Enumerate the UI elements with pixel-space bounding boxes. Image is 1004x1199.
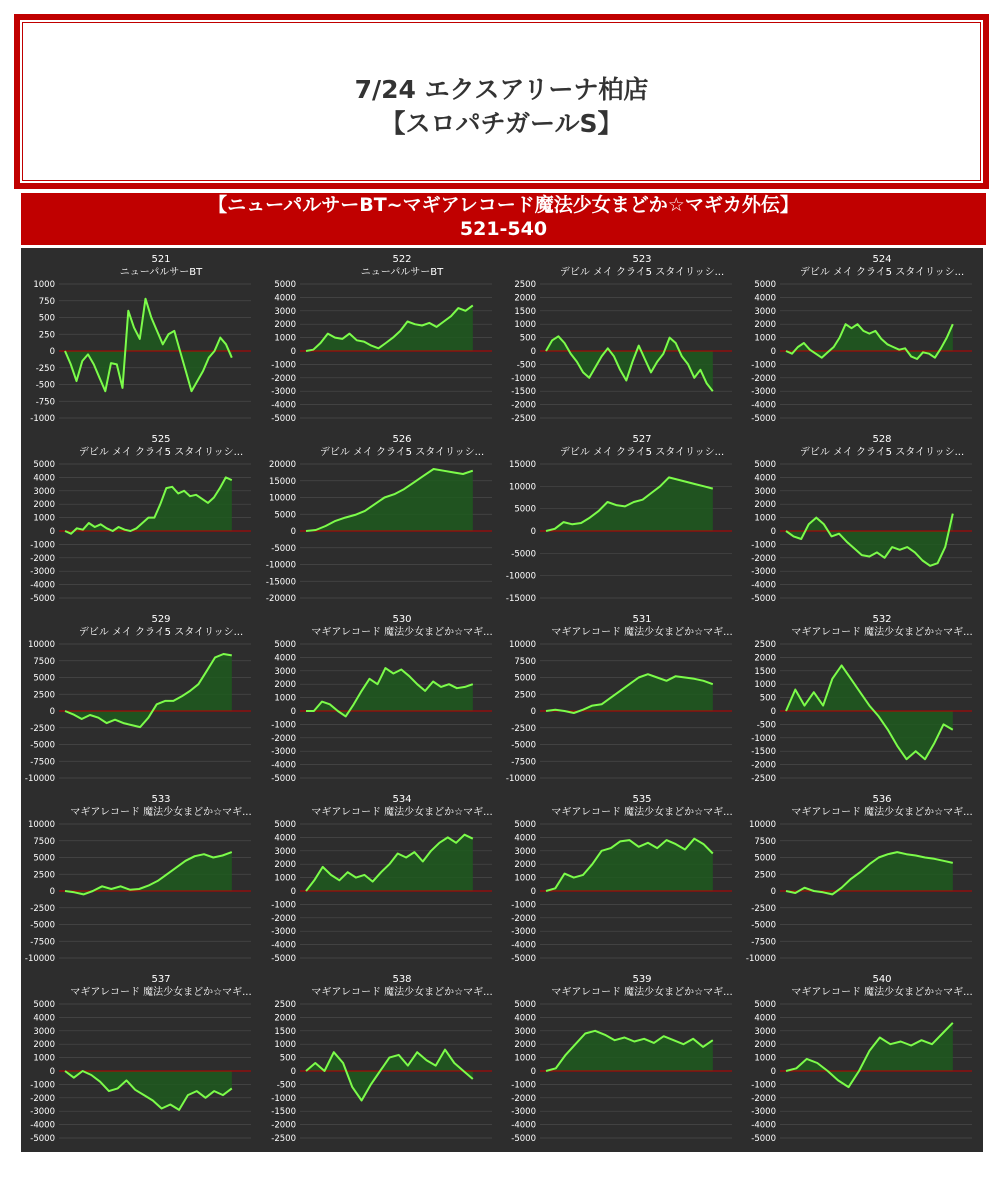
chart-subtitle: デビル メイ クライ5 スタイリッシ... — [559, 267, 725, 278]
chart-id-label: 524 — [872, 254, 892, 265]
y-tick-label: 4000 — [33, 1013, 55, 1024]
chart-534 — [271, 794, 492, 964]
y-tick-label: 20000 — [268, 460, 296, 470]
y-tick-label: -5000 — [271, 414, 296, 424]
y-tick-label: 0 — [530, 887, 536, 897]
y-tick-label: 0 — [530, 707, 536, 717]
y-tick-label: 7500 — [514, 656, 536, 667]
chart-523 — [511, 254, 732, 424]
area-fill — [65, 1071, 232, 1110]
y-tick-label: -500 — [516, 360, 536, 371]
chart-subtitle: デビル メイ クライ5 スタイリッシ... — [78, 447, 244, 458]
y-tick-label: 0 — [770, 707, 776, 717]
y-tick-label: 1000 — [33, 513, 55, 524]
y-tick-label: -2500 — [511, 723, 536, 734]
y-tick-label: -2000 — [271, 913, 296, 924]
y-tick-label: -4000 — [751, 400, 776, 411]
y-tick-label: 1000 — [514, 320, 536, 331]
y-tick-label: 2000 — [514, 860, 536, 871]
y-tick-label: -3000 — [751, 1107, 776, 1118]
y-tick-label: 4000 — [754, 293, 776, 304]
y-tick-label: -20000 — [265, 594, 296, 604]
y-tick-label: 2000 — [514, 1040, 536, 1051]
y-tick-label: -500 — [276, 1080, 296, 1091]
chart-539 — [511, 974, 732, 1144]
chart-524 — [751, 254, 972, 424]
y-tick-label: -7500 — [751, 937, 776, 948]
y-tick-label: -1000 — [751, 1080, 776, 1091]
y-tick-label: -2500 — [511, 414, 536, 424]
y-tick-label: -1000 — [271, 900, 296, 911]
chart-subtitle: デビル メイ クライ5 スタイリッシ... — [799, 447, 965, 458]
y-tick-label: 2000 — [33, 1040, 55, 1051]
y-tick-label: 5000 — [754, 853, 776, 864]
chart-528 — [751, 434, 972, 604]
y-tick-label: -1000 — [30, 540, 55, 551]
y-tick-label: 2000 — [514, 293, 536, 304]
y-tick-label: -250 — [35, 363, 55, 374]
y-tick-label: 4000 — [33, 473, 55, 484]
y-tick-label: 2500 — [514, 280, 536, 290]
chart-subtitle: マギアレコード 魔法少女まどか☆マギ... — [311, 807, 493, 818]
y-tick-label: 5000 — [514, 820, 536, 830]
y-tick-label: 0 — [770, 527, 776, 537]
y-tick-label: 1000 — [33, 280, 55, 290]
area-fill — [306, 668, 473, 716]
y-tick-label: 3000 — [33, 1026, 55, 1037]
y-tick-label: 1000 — [274, 873, 296, 884]
chart-id-label: 537 — [151, 974, 171, 985]
y-tick-label: 0 — [530, 347, 536, 357]
y-tick-label: 10000 — [748, 820, 776, 830]
y-tick-label: 1000 — [514, 1053, 536, 1064]
y-tick-label: 0 — [770, 887, 776, 897]
y-tick-label: -5000 — [511, 740, 536, 751]
y-tick-label: 3000 — [514, 846, 536, 857]
y-tick-label: 7500 — [33, 656, 55, 667]
area-fill — [306, 469, 473, 531]
y-tick-label: 2000 — [33, 500, 55, 511]
y-tick-label: 4000 — [514, 833, 536, 844]
y-tick-label: 5000 — [274, 640, 296, 650]
y-tick-label: 5000 — [274, 280, 296, 290]
y-tick-label: 500 — [38, 313, 55, 324]
chart-id-label: 521 — [151, 254, 171, 265]
y-tick-label: 5000 — [754, 280, 776, 290]
y-tick-label: 0 — [290, 347, 296, 357]
y-tick-label: -2000 — [751, 373, 776, 384]
y-tick-label: -750 — [35, 397, 55, 408]
y-tick-label: -2000 — [511, 913, 536, 924]
y-tick-label: -2000 — [751, 1093, 776, 1104]
y-tick-label: 1000 — [754, 1053, 776, 1064]
y-tick-label: 1500 — [514, 306, 536, 317]
y-tick-label: -2000 — [751, 760, 776, 771]
y-tick-label: -4000 — [271, 760, 296, 771]
banner-range: 521-540 — [459, 218, 548, 240]
y-tick-label: -15000 — [265, 577, 296, 588]
y-tick-label: -3000 — [30, 1107, 55, 1118]
chart-subtitle: デビル メイ クライ5 スタイリッシ... — [78, 627, 244, 638]
y-tick-label: -1500 — [511, 387, 536, 398]
chart-subtitle: ニューパルサーBT — [119, 267, 203, 278]
y-tick-label: 0 — [770, 347, 776, 357]
chart-subtitle: マギアレコード 魔法少女まどか☆マギ... — [551, 987, 733, 998]
y-tick-label: -4000 — [751, 580, 776, 591]
chart-id-label: 535 — [632, 794, 652, 805]
y-tick-label: 4000 — [274, 833, 296, 844]
chart-subtitle: マギアレコード 魔法少女まどか☆マギ... — [551, 807, 733, 818]
y-tick-label: 1000 — [514, 873, 536, 884]
y-tick-label: -1000 — [271, 360, 296, 371]
y-tick-label: -2500 — [751, 903, 776, 914]
y-tick-label: 7500 — [33, 836, 55, 847]
chart-540 — [751, 974, 972, 1144]
area-fill — [65, 477, 232, 533]
chart-522 — [271, 254, 492, 424]
y-tick-label: 3000 — [274, 846, 296, 857]
area-fill — [546, 1031, 713, 1071]
y-tick-label: 1000 — [754, 513, 776, 524]
y-tick-label: -3000 — [271, 387, 296, 398]
y-tick-label: -1000 — [271, 720, 296, 731]
y-tick-label: -5000 — [30, 920, 55, 931]
y-tick-label: -7500 — [30, 937, 55, 948]
chart-id-label: 528 — [872, 434, 892, 445]
chart-527 — [506, 434, 732, 604]
y-tick-label: -2000 — [271, 373, 296, 384]
y-tick-label: 7500 — [754, 836, 776, 847]
y-tick-label: -10000 — [505, 571, 536, 582]
y-tick-label: 3000 — [754, 1026, 776, 1037]
y-tick-label: 0 — [290, 1067, 296, 1077]
y-tick-label: -1000 — [511, 900, 536, 911]
y-tick-label: 0 — [49, 887, 55, 897]
chart-subtitle: デビル メイ クライ5 スタイリッシ... — [799, 267, 965, 278]
chart-subtitle: マギアレコード 魔法少女まどか☆マギ... — [70, 807, 252, 818]
y-tick-label: -5000 — [751, 1134, 776, 1144]
y-tick-label: -10000 — [24, 954, 55, 964]
y-tick-label: -500 — [35, 380, 55, 391]
y-tick-label: 5000 — [33, 673, 55, 684]
y-tick-label: 10000 — [268, 493, 296, 504]
y-tick-label: -1000 — [511, 373, 536, 384]
chart-id-label: 526 — [392, 434, 412, 445]
chart-subtitle: マギアレコード 魔法少女まどか☆マギ... — [551, 627, 733, 638]
y-tick-label: -1500 — [271, 1107, 296, 1118]
y-tick-label: 10000 — [508, 640, 536, 650]
page-subtitle: 【スロパチガールS】 — [380, 109, 623, 138]
y-tick-label: 1500 — [274, 1026, 296, 1037]
chart-subtitle: マギアレコード 魔法少女まどか☆マギ... — [70, 987, 252, 998]
y-tick-label: -1000 — [751, 540, 776, 551]
y-tick-label: 2000 — [754, 320, 776, 331]
chart-id-label: 525 — [151, 434, 171, 445]
y-tick-label: 0 — [49, 527, 55, 537]
y-tick-label: -4000 — [271, 400, 296, 411]
y-tick-label: -3000 — [511, 927, 536, 938]
chart-535 — [511, 794, 732, 964]
chart-id-label: 522 — [392, 254, 412, 265]
chart-536 — [746, 794, 973, 964]
area-fill — [546, 674, 713, 713]
chart-subtitle: マギアレコード 魔法少女まどか☆マギ... — [311, 987, 493, 998]
y-tick-label: 0 — [530, 1067, 536, 1077]
y-tick-label: -2000 — [751, 553, 776, 564]
y-tick-label: -4000 — [271, 940, 296, 951]
y-tick-label: -3000 — [751, 567, 776, 578]
y-tick-label: 0 — [290, 527, 296, 537]
chart-id-label: 536 — [872, 794, 892, 805]
chart-531 — [506, 614, 733, 784]
y-tick-label: -5000 — [751, 920, 776, 931]
y-tick-label: 4000 — [754, 1013, 776, 1024]
y-tick-label: 0 — [49, 347, 55, 357]
banner-machines: 【ニューパルサーBT~マギアレコード魔法少女まどか☆マギカ外伝】 — [208, 194, 799, 216]
chart-subtitle: マギアレコード 魔法少女まどか☆マギ... — [791, 987, 973, 998]
y-tick-label: 5000 — [274, 510, 296, 521]
title-box — [15, 15, 988, 188]
y-tick-label: 5000 — [33, 460, 55, 470]
y-tick-label: 5000 — [33, 1000, 55, 1010]
y-tick-label: -2000 — [511, 1093, 536, 1104]
y-tick-label: 1000 — [274, 1040, 296, 1051]
area-fill — [65, 299, 232, 392]
chart-grid — [21, 248, 983, 1152]
y-tick-label: 4000 — [754, 473, 776, 484]
y-tick-label: 2000 — [754, 500, 776, 511]
y-tick-label: -3000 — [751, 387, 776, 398]
y-tick-label: 0 — [290, 887, 296, 897]
chart-521 — [30, 254, 251, 424]
y-tick-label: 10000 — [508, 482, 536, 493]
y-tick-label: 5000 — [514, 673, 536, 684]
chart-532 — [751, 614, 972, 784]
y-tick-label: -15000 — [505, 594, 536, 604]
y-tick-label: 1000 — [754, 680, 776, 691]
y-tick-label: -5000 — [511, 1134, 536, 1144]
y-tick-label: -4000 — [511, 940, 536, 951]
y-tick-label: 3000 — [754, 486, 776, 497]
y-tick-label: -2000 — [271, 733, 296, 744]
area-fill — [306, 305, 473, 351]
y-tick-label: 0 — [770, 1067, 776, 1077]
y-tick-label: -1000 — [30, 1080, 55, 1091]
y-tick-label: 1000 — [33, 1053, 55, 1064]
y-tick-label: 5000 — [514, 504, 536, 515]
chart-id-label: 530 — [392, 614, 412, 625]
chart-subtitle: マギアレコード 魔法少女まどか☆マギ... — [791, 807, 973, 818]
y-tick-label: 4000 — [274, 293, 296, 304]
area-fill — [786, 665, 953, 759]
y-tick-label: 2500 — [33, 690, 55, 701]
y-tick-label: -2000 — [511, 400, 536, 411]
range-banner — [21, 193, 986, 245]
y-tick-label: -5000 — [30, 1134, 55, 1144]
y-tick-label: 3000 — [274, 666, 296, 677]
chart-525 — [30, 434, 251, 604]
y-tick-label: 2000 — [274, 1013, 296, 1024]
chart-subtitle: マギアレコード 魔法少女まどか☆マギ... — [311, 627, 493, 638]
y-tick-label: -4000 — [511, 1120, 536, 1131]
chart-538 — [271, 974, 492, 1144]
y-tick-label: 1000 — [754, 333, 776, 344]
y-tick-label: 5000 — [274, 820, 296, 830]
y-tick-label: -1000 — [751, 360, 776, 371]
y-tick-label: 5000 — [33, 853, 55, 864]
y-tick-label: 10000 — [27, 640, 55, 650]
chart-subtitle: マギアレコード 魔法少女まどか☆マギ... — [791, 627, 973, 638]
y-tick-label: -4000 — [30, 580, 55, 591]
y-tick-label: 15000 — [268, 476, 296, 487]
y-tick-label: -5000 — [751, 414, 776, 424]
y-tick-label: 500 — [519, 333, 536, 344]
y-tick-label: 250 — [38, 330, 55, 341]
y-tick-label: -2500 — [751, 774, 776, 784]
area-fill — [65, 852, 232, 894]
y-tick-label: -3000 — [271, 927, 296, 938]
y-tick-label: 500 — [759, 693, 776, 704]
y-tick-label: 10000 — [27, 820, 55, 830]
chart-subtitle: デビル メイ クライ5 スタイリッシ... — [559, 447, 725, 458]
y-tick-label: -1500 — [751, 747, 776, 758]
chart-id-label: 539 — [632, 974, 652, 985]
y-tick-label: -10000 — [265, 560, 296, 571]
chart-id-label: 533 — [151, 794, 171, 805]
y-tick-label: -2500 — [30, 723, 55, 734]
chart-529 — [25, 614, 251, 784]
y-tick-label: 5000 — [754, 1000, 776, 1010]
y-tick-label: 0 — [49, 1067, 55, 1077]
y-tick-label: 2500 — [33, 870, 55, 881]
y-tick-label: 0 — [290, 707, 296, 717]
chart-526 — [266, 434, 492, 604]
chart-id-label: 523 — [632, 254, 652, 265]
y-tick-label: -4000 — [751, 1120, 776, 1131]
y-tick-label: -5000 — [271, 543, 296, 554]
y-tick-label: 2000 — [754, 653, 776, 664]
y-tick-label: -7500 — [30, 757, 55, 768]
y-tick-label: 2500 — [754, 870, 776, 881]
y-tick-label: -1000 — [271, 1093, 296, 1104]
y-tick-label: -3000 — [30, 567, 55, 578]
y-tick-label: -5000 — [751, 594, 776, 604]
y-tick-label: 2000 — [274, 860, 296, 871]
y-tick-label: -3000 — [511, 1107, 536, 1118]
y-tick-label: 1000 — [274, 333, 296, 344]
charts-svg — [21, 248, 983, 1152]
y-tick-label: 750 — [38, 296, 55, 307]
y-tick-label: 2000 — [274, 320, 296, 331]
chart-id-label: 527 — [632, 434, 652, 445]
chart-530 — [271, 614, 492, 784]
chart-id-label: 531 — [632, 614, 652, 625]
y-tick-label: -2000 — [30, 553, 55, 564]
y-tick-label: 2500 — [754, 640, 776, 650]
y-tick-label: 15000 — [508, 460, 536, 470]
y-tick-label: 4000 — [274, 653, 296, 664]
y-tick-label: -10000 — [745, 954, 776, 964]
chart-533 — [25, 794, 252, 964]
y-tick-label: -10000 — [24, 774, 55, 784]
y-tick-label: -5000 — [30, 740, 55, 751]
y-tick-label: 2000 — [754, 1040, 776, 1051]
y-tick-label: 0 — [49, 707, 55, 717]
chart-id-label: 540 — [872, 974, 892, 985]
y-tick-label: -5000 — [511, 954, 536, 964]
y-tick-label: -500 — [756, 720, 776, 731]
y-tick-label: -1000 — [511, 1080, 536, 1091]
y-tick-label: 3000 — [754, 306, 776, 317]
chart-id-label: 534 — [392, 794, 412, 805]
y-tick-label: 500 — [279, 1053, 296, 1064]
y-tick-label: -5000 — [271, 954, 296, 964]
y-tick-label: -2000 — [30, 1093, 55, 1104]
y-tick-label: -1000 — [751, 733, 776, 744]
chart-537 — [30, 974, 251, 1144]
y-tick-label: 2500 — [514, 690, 536, 701]
y-tick-label: -2500 — [271, 1134, 296, 1144]
chart-id-label: 538 — [392, 974, 412, 985]
y-tick-label: 3000 — [514, 1026, 536, 1037]
y-tick-label: 1500 — [754, 666, 776, 677]
y-tick-label: 3000 — [33, 486, 55, 497]
y-tick-label: -1000 — [30, 414, 55, 424]
y-tick-label: 3000 — [274, 306, 296, 317]
y-tick-label: -7500 — [511, 757, 536, 768]
y-tick-label: -2500 — [30, 903, 55, 914]
y-tick-label: 5000 — [514, 1000, 536, 1010]
y-tick-label: 1000 — [274, 693, 296, 704]
y-tick-label: 4000 — [514, 1013, 536, 1024]
y-tick-label: 5000 — [754, 460, 776, 470]
chart-id-label: 529 — [151, 614, 171, 625]
y-tick-label: 0 — [530, 527, 536, 537]
y-tick-label: -2000 — [271, 1120, 296, 1131]
y-tick-label: 2000 — [274, 680, 296, 691]
y-tick-label: -10000 — [505, 774, 536, 784]
y-tick-label: -5000 — [271, 774, 296, 784]
page-title: 7/24 エクスアリーナ柏店 — [354, 75, 649, 104]
y-tick-label: -4000 — [30, 1120, 55, 1131]
chart-subtitle: デビル メイ クライ5 スタイリッシ... — [319, 447, 485, 458]
area-fill — [786, 1023, 953, 1087]
y-tick-label: 2500 — [274, 1000, 296, 1010]
y-tick-label: -5000 — [30, 594, 55, 604]
y-tick-label: -5000 — [511, 549, 536, 560]
chart-id-label: 532 — [872, 614, 892, 625]
chart-subtitle: ニューパルサーBT — [360, 267, 444, 278]
y-tick-label: -3000 — [271, 747, 296, 758]
